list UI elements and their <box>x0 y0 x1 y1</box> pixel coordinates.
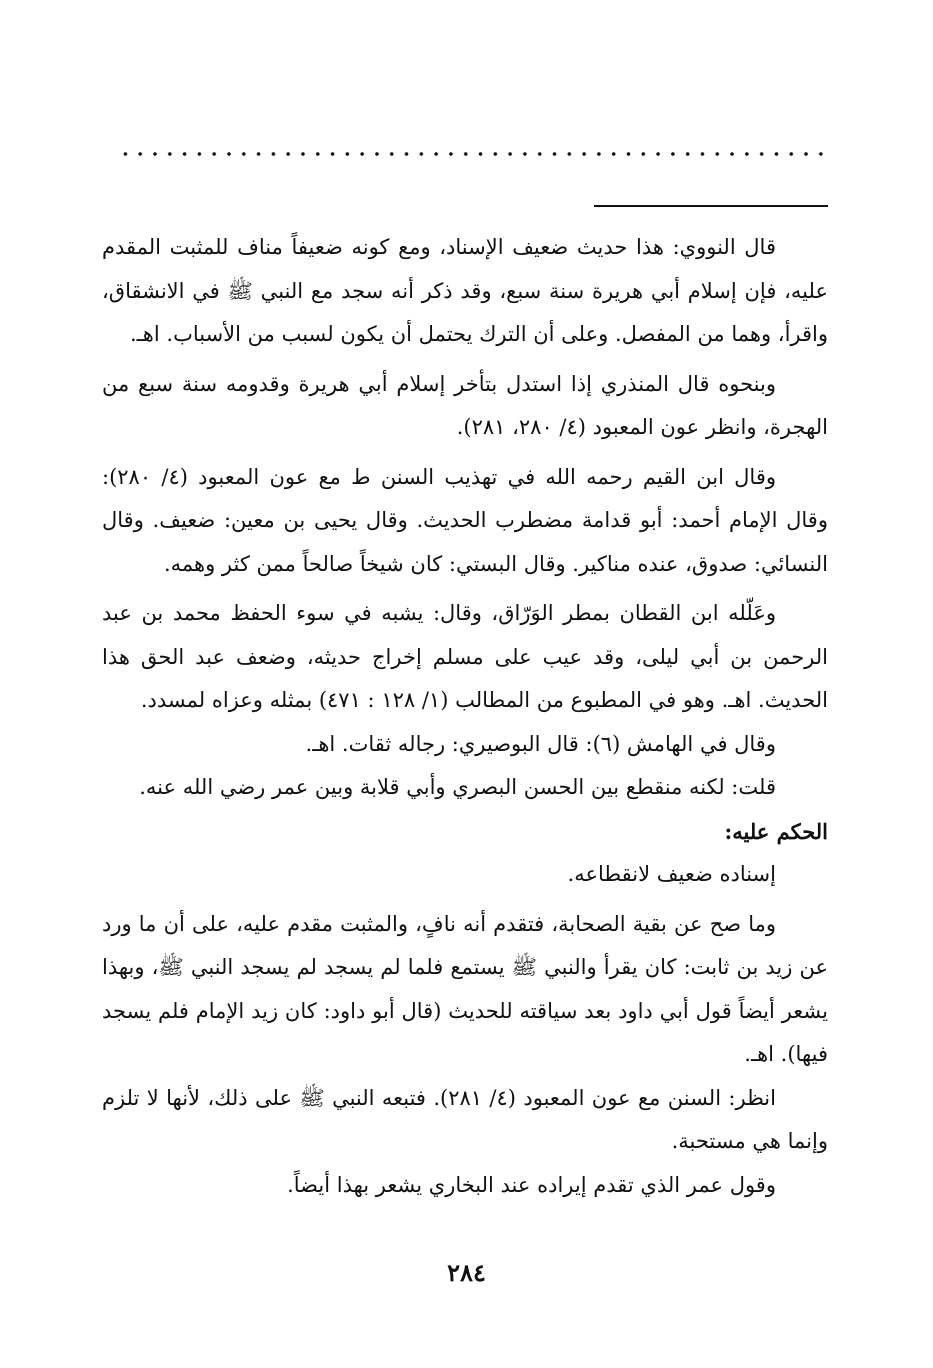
footnote-rule <box>594 205 828 207</box>
paragraph-sahha: وما صح عن بقية الصحابة، فتقدم أنه نافٍ، والمثبت مقدم عليه، على أن ما ورد عن زيد بن ثابت: كان يقرأ والنبي ﷺ يستمع فلما لم يسجد لم يسجد النبي ﷺ، وبهذا يشعر أيضاً قول أبي داود بعد سياقته للحديث (قال أبو داود: كان زيد الإمام فلم يسجد فيها). اهـ. <box>102 911 828 1066</box>
paragraph-ibn-qattan: وعَلّله ابن القطان بمطر الوَرّاق، وقال: يشبه في سوء الحفظ محمد بن عبد الرحمن بن أبي ليلى، وقد عيب على مسلم إخراج حديثه، وضعف عبد الحق هذا الحديث. اهـ. وهو في المطبوع من المطالب (١/ ١٢٨ : ٤٧١) بمثله وعزاه لمسدد. <box>102 601 828 712</box>
paragraph-busiri: وقال في الهامش (٦): قال البوصيري: رجاله ثقات. اهـ. <box>305 731 776 756</box>
page-number: ٢٨٤ <box>447 1258 486 1287</box>
ruling-heading: الحكم عليه: <box>724 818 828 844</box>
dotted-separator <box>118 150 830 158</box>
paragraph-mundhiri: وبنحوه قال المنذري إذا استدل بتأخر إسلام أبي هريرة وقدومه سنة سبع من الهجرة، وانظر عون المعبود (٤/ ٢٨٠، ٢٨١). <box>102 371 828 439</box>
paragraph-umar: وقول عمر الذي تقدم إيراده عند البخاري يشعر بهذا أيضاً. <box>287 1172 776 1197</box>
paragraph-qultu: قلت: لكنه منقطع بين الحسن البصري وأبي قلابة وبين عمر رضي الله عنه. <box>139 775 776 799</box>
paragraph-ibn-qayyim: وقال ابن القيم رحمه الله في تهذيب السنن ط مع عون المعبود (٤/ ٢٨٠): وقال الإمام أحمد: أبو قدامة مضطرب الحديث. وقال يحيى بن معين: ضعيف. وقال النسائي: صدوق، عنده مناكير. وقال البستي: كان شيخاً صالحاً ممن كثر وهمه. <box>102 464 828 576</box>
paragraph-isnad: إسناده ضعيف لانقطاعه. <box>567 862 776 886</box>
paragraph-nawawi: قال النووي: هذا حديث ضعيف الإسناد، ومع كونه ضعيفاً مناف للمثبت المقدم عليه، فإن إسلام أبي هريرة سنة سبع، وقد ذكر أنه سجد مع النبي ﷺ في الانشقاق، واقرأ، وهما من المفصل. وعلى أن الترك يحتمل أن يكون لسبب من الأسباب. اهـ. <box>102 235 828 346</box>
page-body <box>102 226 828 1207</box>
paragraph-unzur: انظر: السنن مع عون المعبود (٤/ ٢٨١). فتبعه النبي ﷺ على ذلك، لأنها لا تلزم وإنما هي مستحبة. <box>102 1085 828 1153</box>
